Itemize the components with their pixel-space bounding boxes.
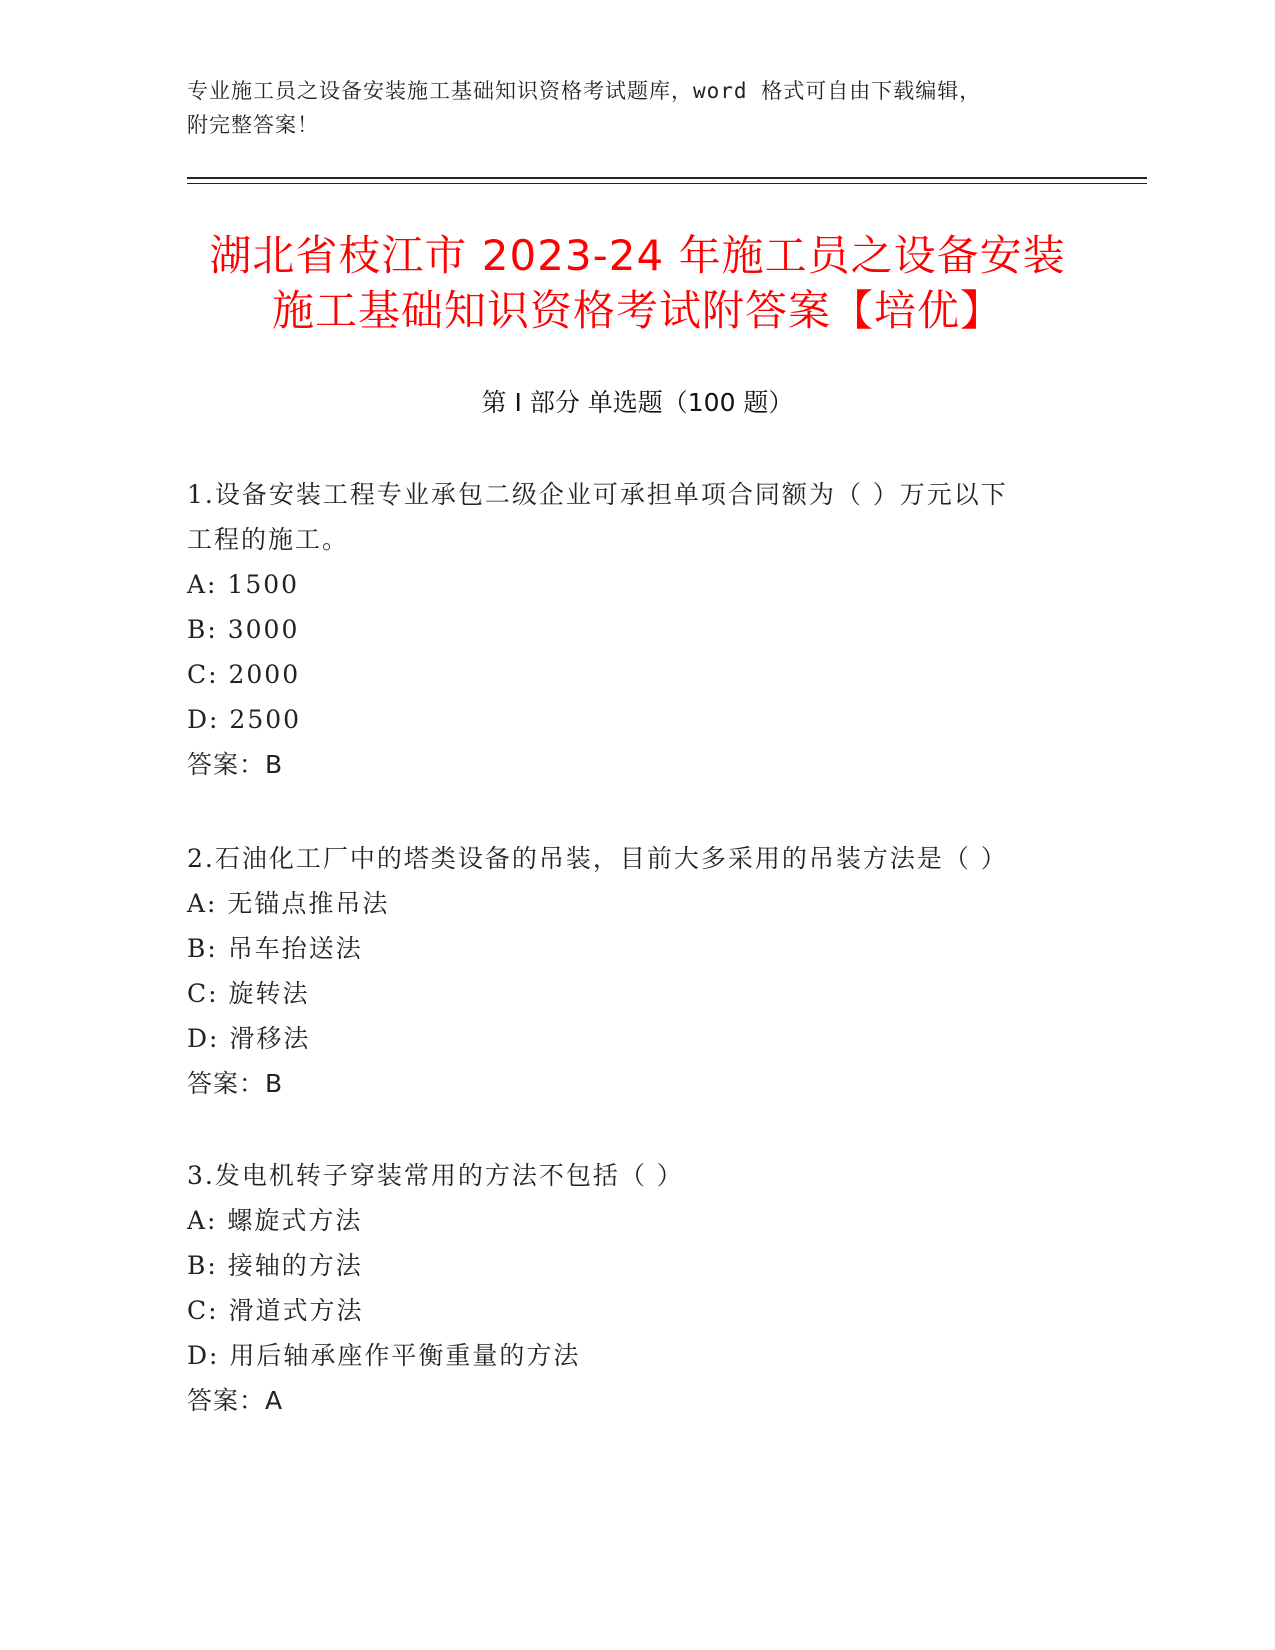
answer-label: 答案： bbox=[187, 750, 266, 779]
option-c: C: 2000 bbox=[187, 660, 301, 689]
option-b: B: 3000 bbox=[187, 615, 300, 644]
option-d: D: 2500 bbox=[187, 705, 302, 734]
answer-value: A bbox=[265, 1386, 284, 1415]
section-heading: 第 I 部分 单选题（100 题） bbox=[481, 388, 794, 417]
question-1 bbox=[187, 472, 1087, 787]
question-stem-line1: 1.设备安装工程专业承包二级企业可承担单项合同额为（ ）万元以下 bbox=[187, 480, 1008, 509]
answer bbox=[187, 1378, 1087, 1423]
option-d: D: 用后轴承座作平衡重量的方法 bbox=[187, 1341, 581, 1370]
answer-label: 答案： bbox=[187, 1069, 266, 1098]
question-3 bbox=[187, 1153, 1087, 1423]
question-stem bbox=[187, 472, 1087, 562]
question-stem-line1: 3.发电机转子穿装常用的方法不包括（ ） bbox=[187, 1161, 684, 1190]
answer-value: B bbox=[265, 750, 284, 779]
option-c: C: 滑道式方法 bbox=[187, 1296, 364, 1325]
document-title-line1: 湖北省枝江市 2023-24 年施工员之设备安装 bbox=[209, 231, 1066, 280]
option-b: B: 吊车抬送法 bbox=[187, 934, 363, 963]
document-title-line2: 施工基础知识资格考试附答案【培优】 bbox=[271, 286, 1003, 335]
option-a: A: 螺旋式方法 bbox=[187, 1206, 363, 1235]
header-note bbox=[187, 74, 1087, 142]
header-divider-thin bbox=[187, 183, 1147, 184]
option-a: A: 1500 bbox=[187, 570, 300, 599]
option-d: D: 滑移法 bbox=[187, 1024, 311, 1053]
option-c: C: 旋转法 bbox=[187, 979, 310, 1008]
question-stem bbox=[187, 836, 1087, 881]
answer bbox=[187, 742, 1087, 787]
answer-label: 答案： bbox=[187, 1386, 266, 1415]
header-note-line2: 附完整答案！ bbox=[187, 113, 319, 137]
header-note-line1: 专业施工员之设备安装施工基础知识资格考试题库，word 格式可自由下载编辑， bbox=[187, 79, 982, 103]
answer-value: B bbox=[265, 1069, 284, 1098]
question-stem bbox=[187, 1153, 1087, 1198]
option-a: A: 无锚点推吊法 bbox=[187, 889, 390, 918]
answer bbox=[187, 1061, 1087, 1106]
document-title bbox=[150, 228, 1125, 338]
question-stem-line2: 工程的施工。 bbox=[187, 525, 350, 554]
option-b: B: 接轴的方法 bbox=[187, 1251, 363, 1280]
question-2 bbox=[187, 836, 1087, 1106]
question-stem-line1: 2.石油化工厂中的塔类设备的吊装，目前大多采用的吊装方法是（ ） bbox=[187, 844, 1008, 873]
header-divider-thick bbox=[187, 177, 1147, 179]
